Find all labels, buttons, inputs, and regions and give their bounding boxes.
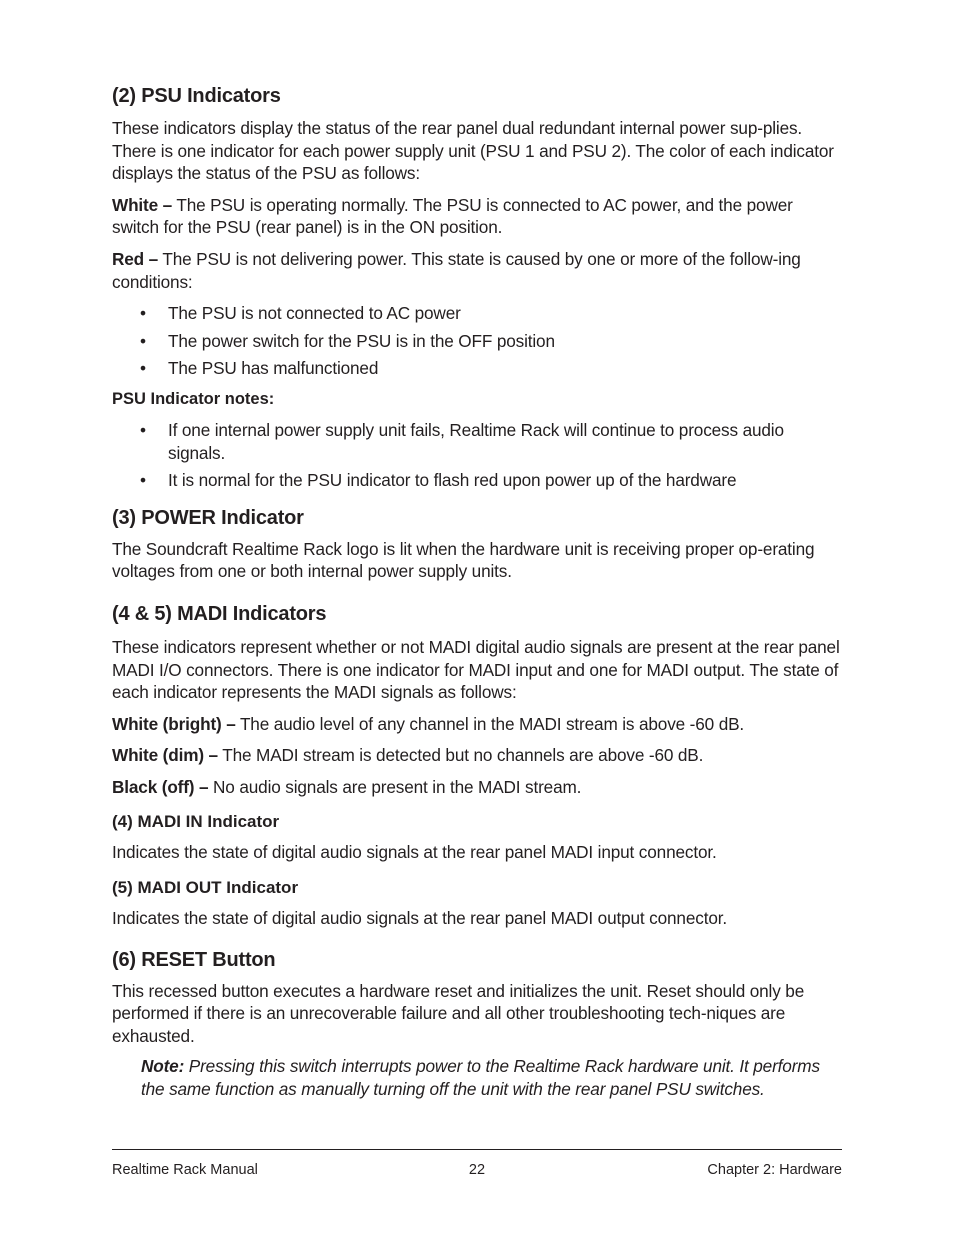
psu-intro-paragraph: These indicators display the status of the rear panel dual redundant internal power sup-plies. There is one indicator for each power supply unit (PSU 1 and PSU 2). The color of each indicator displays the status of the PSU as follows: <box>112 118 834 184</box>
madi-intro-paragraph: These indicators represent whether or not MADI digital audio signals are present at the rear panel MADI I/O connectors. There is one indicator for MADI input and one for MADI output. The state of each indicator represents the MADI signals as follows: <box>112 636 840 703</box>
footer-manual-title: Realtime Rack Manual <box>112 1162 258 1178</box>
madi-in-paragraph: Indicates the state of digital audio signals at the rear panel MADI input connector. <box>112 842 717 863</box>
bullet-icon: • <box>140 303 146 324</box>
madi-dim-label: White (dim) – <box>112 745 218 766</box>
bullet-icon: • <box>140 419 146 440</box>
psu-red-label: Red – <box>112 248 159 269</box>
footer-divider <box>112 1149 842 1150</box>
reset-button-heading: (6) RESET Button <box>112 948 276 971</box>
psu-red-text: The PSU is not delivering power. This state is caused by one or more of the follow-ing conditions: <box>112 248 801 292</box>
madi-bright-label: White (bright) – <box>112 713 236 734</box>
reset-note <box>112 1055 842 1100</box>
list-item-text: The power switch for the PSU is in the OFF position <box>168 330 555 351</box>
madi-out-paragraph: Indicates the state of digital audio signals at the rear panel MADI output connector. <box>112 908 727 929</box>
list-item-text: The PSU is not connected to AC power <box>168 303 461 324</box>
power-indicator-heading: (3) POWER Indicator <box>112 506 304 529</box>
footer-page-number: 22 <box>468 1162 486 1178</box>
madi-off-text: No audio signals are present in the MADI stream. <box>208 776 582 797</box>
bullet-icon: • <box>140 470 146 491</box>
footer-chapter: Chapter 2: Hardware <box>707 1162 842 1178</box>
madi-out-heading: (5) MADI OUT Indicator <box>112 878 299 898</box>
list-item <box>112 469 842 492</box>
reset-paragraph: This recessed button executes a hardware reset and initializes the unit. Reset should only be performed if there is an unrecoverable failure and all other troubleshooting tech-niques are exhausted. <box>112 980 805 1046</box>
madi-bright-paragraph <box>112 713 842 736</box>
psu-white-text: The PSU is operating normally. The PSU is connected to AC power, and the power switch for the PSU (rear panel) is in the ON position. <box>112 194 793 238</box>
note-text: Pressing this switch interrupts power to the Realtime Rack hardware unit. It performs the same function as manually turning off the unit with the rear panel PSU switches. <box>141 1056 820 1100</box>
list-item-text: The PSU has malfunctioned <box>168 358 379 379</box>
list-item <box>112 330 842 353</box>
list-item <box>112 302 842 325</box>
page-footer <box>112 1160 842 1180</box>
psu-notes-heading: PSU Indicator notes: <box>112 389 275 408</box>
psu-indicators-heading: (2) PSU Indicators <box>112 85 281 107</box>
power-paragraph: The Soundcraft Realtime Rack logo is lit when the hardware unit is receiving proper op-erating voltages from one or both internal power supply units. <box>112 538 815 582</box>
list-item <box>112 357 842 380</box>
madi-dim-paragraph <box>112 744 842 767</box>
madi-off-paragraph <box>112 776 842 799</box>
madi-indicators-heading: (4 & 5) MADI Indicators <box>112 602 327 625</box>
psu-conditions-list <box>112 302 842 380</box>
madi-in-heading: (4) MADI IN Indicator <box>112 812 280 832</box>
bullet-icon: • <box>140 330 146 351</box>
list-item <box>112 419 842 464</box>
list-item-text: It is normal for the PSU indicator to flash red upon power up of the hardware <box>168 470 737 491</box>
psu-white-paragraph <box>112 194 842 239</box>
madi-off-label: Black (off) – <box>112 776 209 797</box>
madi-bright-text: The audio level of any channel in the MADI stream is above -60 dB. <box>235 713 745 734</box>
madi-dim-text: The MADI stream is detected but no channels are above -60 dB. <box>217 745 704 766</box>
psu-red-paragraph <box>112 248 842 293</box>
psu-white-label: White – <box>112 194 173 215</box>
page-content <box>112 80 842 1101</box>
list-item-text: If one internal power supply unit fails, Realtime Rack will continue to process audio signals. <box>168 419 784 463</box>
psu-notes-list <box>112 419 842 492</box>
note-label: Note: <box>141 1056 185 1077</box>
bullet-icon: • <box>140 358 146 379</box>
